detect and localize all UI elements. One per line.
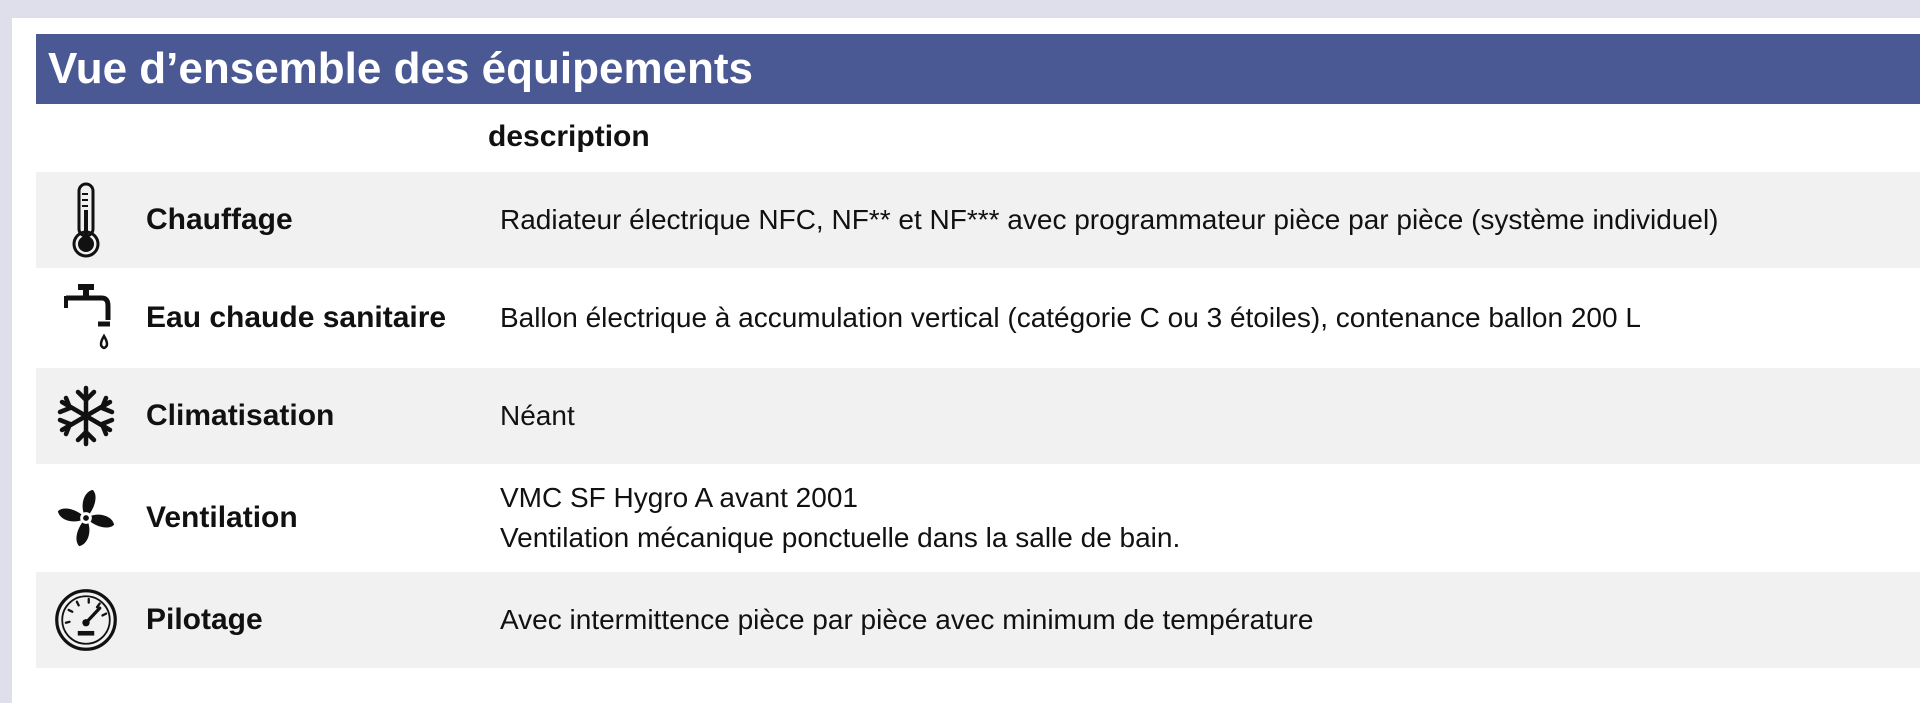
row-description [500,298,1641,338]
equipment-card [12,18,1920,703]
gauge-icon [54,582,118,658]
row-label: Pilotage [146,603,263,636]
row-description [500,478,1180,558]
table-row-climatisation [36,368,1920,464]
section-title: Vue d’ensemble des équipements [36,34,1920,104]
row-label: Chauffage [146,203,293,236]
table-row-chauffage [36,172,1920,268]
row-label: Climatisation [146,399,335,432]
row-description [500,396,575,436]
fan-icon [54,480,118,556]
table-row-pilotage [36,572,1920,668]
column-header-description: description [488,120,650,153]
description-line: Néant [500,400,575,431]
table-row-ventilation [36,466,1920,570]
faucet-icon [54,280,118,356]
table-row-eau-chaude [36,270,1920,366]
row-label: Eau chaude sanitaire [146,301,447,334]
description-line: Avec intermittence pièce par pièce avec minimum de température [500,604,1314,635]
description-line: Radiateur électrique NFC, NF** et NF*** avec programmateur pièce par pièce (système individuel) [500,204,1719,235]
snowflake-icon [54,378,118,454]
description-line: Ballon électrique à accumulation vertical (catégorie C ou 3 étoiles), contenance ballon 200 L [500,302,1641,333]
description-line: VMC SF Hygro A avant 2001 [500,482,858,513]
row-description [500,200,1719,240]
description-line: Ventilation mécanique ponctuelle dans la salle de bain. [500,522,1181,553]
row-label: Ventilation [146,501,298,534]
row-description [500,600,1313,640]
thermometer-icon [54,182,118,258]
